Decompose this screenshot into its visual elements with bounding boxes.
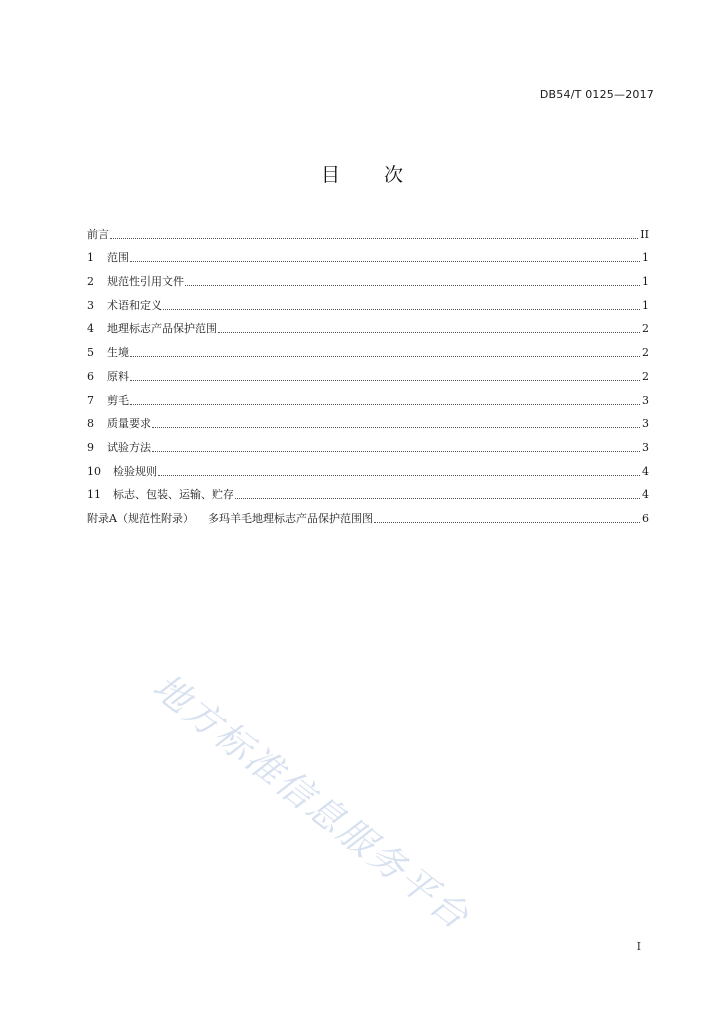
toc-title-part2: 次 xyxy=(384,164,404,186)
toc-entry-label: 多玛羊毛地理标志产品保护范围图 xyxy=(207,511,373,525)
toc-entry-label: 规范性引用文件 xyxy=(107,275,184,289)
toc-entry-number: 10 xyxy=(87,464,101,478)
toc-entry-1[interactable] xyxy=(87,242,649,266)
toc-entry-2[interactable] xyxy=(87,265,649,289)
toc-leader-dots xyxy=(185,284,640,286)
toc-leader-dots xyxy=(158,474,640,476)
toc-entry-number: 6 xyxy=(87,369,94,383)
toc-entry-page: 3 xyxy=(642,440,649,454)
toc-leader-dots xyxy=(235,497,640,499)
toc-title xyxy=(0,160,724,187)
toc-entry-page: 1 xyxy=(642,298,649,312)
toc-entry-label: 生境 xyxy=(107,346,129,360)
toc-entry-label: 范围 xyxy=(107,251,129,265)
toc-entry-label: 地理标志产品保护范围 xyxy=(107,322,217,336)
toc-entry-number: 3 xyxy=(87,298,94,312)
toc-entry-label: 剪毛 xyxy=(107,393,129,407)
toc-leader-dots xyxy=(374,521,640,523)
toc-entry-5[interactable] xyxy=(87,336,649,360)
toc-entry-number: 8 xyxy=(87,417,94,431)
toc-leader-dots xyxy=(130,260,640,262)
toc-entry-page: II xyxy=(640,227,649,241)
toc-entry-label: 前言 xyxy=(87,227,109,241)
toc-entry-appendix-a[interactable] xyxy=(87,502,649,526)
toc-entry-number: 7 xyxy=(87,393,94,407)
toc-entry-6[interactable] xyxy=(87,360,649,384)
toc-entry-number: 1 xyxy=(87,251,94,265)
toc-entry-11[interactable] xyxy=(87,479,649,503)
toc-entry-9[interactable] xyxy=(87,431,649,455)
toc-entry-10[interactable] xyxy=(87,455,649,479)
toc-leader-dots xyxy=(218,331,640,333)
toc-entry-label: 原料 xyxy=(107,369,129,383)
toc-leader-dots xyxy=(130,379,640,381)
toc-leader-dots xyxy=(152,450,640,452)
toc-leader-dots xyxy=(163,308,640,310)
toc-entry-number: 9 xyxy=(87,440,94,454)
toc-entry-4[interactable] xyxy=(87,313,649,337)
toc-entry-page: 3 xyxy=(642,393,649,407)
toc-entry-number: 附录A（规范性附录） xyxy=(87,511,194,525)
toc-entry-page: 4 xyxy=(642,464,649,478)
toc-entry-7[interactable] xyxy=(87,384,649,408)
toc-entry-number: 2 xyxy=(87,275,94,289)
toc-entry-label: 检验规则 xyxy=(113,464,157,478)
toc-entry-page: 3 xyxy=(642,417,649,431)
toc-entry-page: 2 xyxy=(642,346,649,360)
toc-entry-page: 4 xyxy=(642,488,649,502)
table-of-contents xyxy=(87,218,649,526)
page-number: I xyxy=(636,940,641,953)
toc-leader-dots xyxy=(110,237,638,239)
document-code: DB54/T 0125—2017 xyxy=(539,88,654,101)
toc-entry-3[interactable] xyxy=(87,289,649,313)
toc-entry-number: 11 xyxy=(87,488,101,502)
toc-entry-page: 1 xyxy=(642,275,649,289)
toc-entry-label: 质量要求 xyxy=(107,417,151,431)
toc-entry-page: 1 xyxy=(642,251,649,265)
toc-entry-label: 术语和定义 xyxy=(107,298,162,312)
toc-entry-number: 5 xyxy=(87,346,94,360)
toc-entry-label: 试验方法 xyxy=(107,440,151,454)
toc-entry-page: 6 xyxy=(642,511,649,525)
watermark: 地方标准信息服务平台 xyxy=(144,666,478,939)
toc-leader-dots xyxy=(130,403,640,405)
toc-entry-page: 2 xyxy=(642,369,649,383)
toc-entry-8[interactable] xyxy=(87,408,649,432)
toc-leader-dots xyxy=(130,355,640,357)
toc-entry-number: 4 xyxy=(87,322,94,336)
toc-entry-page: 2 xyxy=(642,322,649,336)
toc-entry-foreword[interactable] xyxy=(87,218,649,242)
toc-leader-dots xyxy=(152,426,640,428)
toc-entry-label: 标志、包装、运输、贮存 xyxy=(113,488,234,502)
toc-title-part1: 目 xyxy=(320,164,340,186)
